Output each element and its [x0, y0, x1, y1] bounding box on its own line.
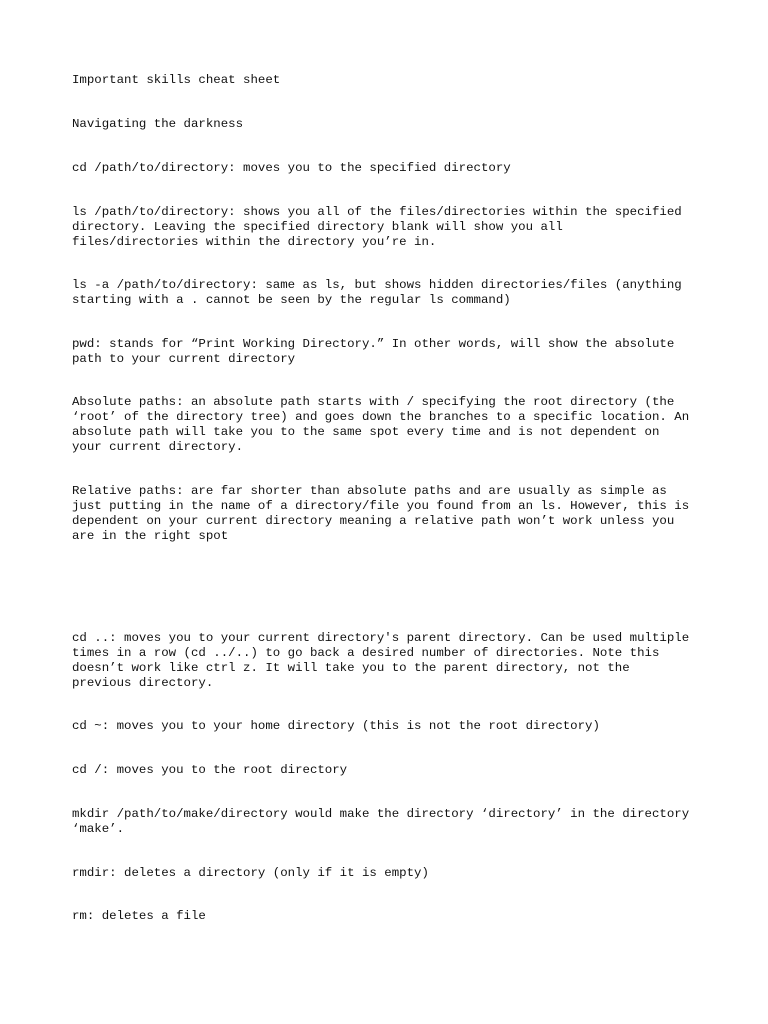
document-title: Important skills cheat sheet — [72, 73, 281, 87]
ls-text-line: directory. Leaving the specified directory blank will show you all — [72, 220, 563, 234]
section-heading: Navigating the darkness — [72, 117, 244, 131]
absolute-paths-text-line: your current directory. — [72, 440, 244, 454]
relative-paths-text-line: Relative paths: are far shorter than absolute paths and are usually as simple as — [72, 484, 667, 498]
rmdir-text: rmdir: deletes a directory (only if it is empty) — [72, 866, 429, 880]
relative-paths-text-line: are in the right spot — [72, 529, 229, 543]
ls-text-line: ls /path/to/directory: shows you all of the files/directories within the specified — [72, 205, 682, 219]
cd-home-text: cd ~: moves you to your home directory (this is not the root directory) — [72, 719, 600, 733]
cd-path-text: cd /path/to/directory: moves you to the specified directory — [72, 161, 511, 175]
absolute-paths-text-line: absolute path will take you to the same spot every time and is not dependent on — [72, 425, 660, 439]
cd-parent-text-line: cd ..: moves you to your current directory's parent directory. Can be used multiple — [72, 631, 690, 645]
cd-parent-text-line: previous directory. — [72, 676, 214, 690]
cd-parent-text-line: times in a row (cd ../..) to go back a desired number of directories. Note this — [72, 646, 660, 660]
ls-text-line: files/directories within the directory you’re in. — [72, 235, 437, 249]
cd-parent-text-line: doesn’t work like ctrl z. It will take you to the parent directory, not the — [72, 661, 630, 675]
rm-text: rm: deletes a file — [72, 909, 206, 923]
mkdir-text-line: ‘make’. — [72, 822, 125, 836]
cd-root-text: cd /: moves you to the root directory — [72, 763, 348, 777]
relative-paths-text-line: just putting in the name of a directory/file you found from an ls. However, this is — [72, 499, 690, 513]
ls-a-text-line: ls -a /path/to/directory: same as ls, but shows hidden directories/files (anything — [72, 278, 682, 292]
pwd-text-line: path to your current directory — [72, 352, 296, 366]
absolute-paths-text-line: Absolute paths: an absolute path starts with / specifying the root directory (the — [72, 395, 675, 409]
ls-a-text-line: starting with a . cannot be seen by the regular ls command) — [72, 293, 511, 307]
pwd-text-line: pwd: stands for “Print Working Directory.” In other words, will show the absolute — [72, 337, 675, 351]
absolute-paths-text-line: ‘root’ of the directory tree) and goes down the branches to a specific location. An — [72, 410, 690, 424]
mkdir-text-line: mkdir /path/to/make/directory would make the directory ‘directory’ in the directory — [72, 807, 690, 821]
relative-paths-text-line: dependent on your current directory meaning a relative path won’t work unless you — [72, 514, 675, 528]
